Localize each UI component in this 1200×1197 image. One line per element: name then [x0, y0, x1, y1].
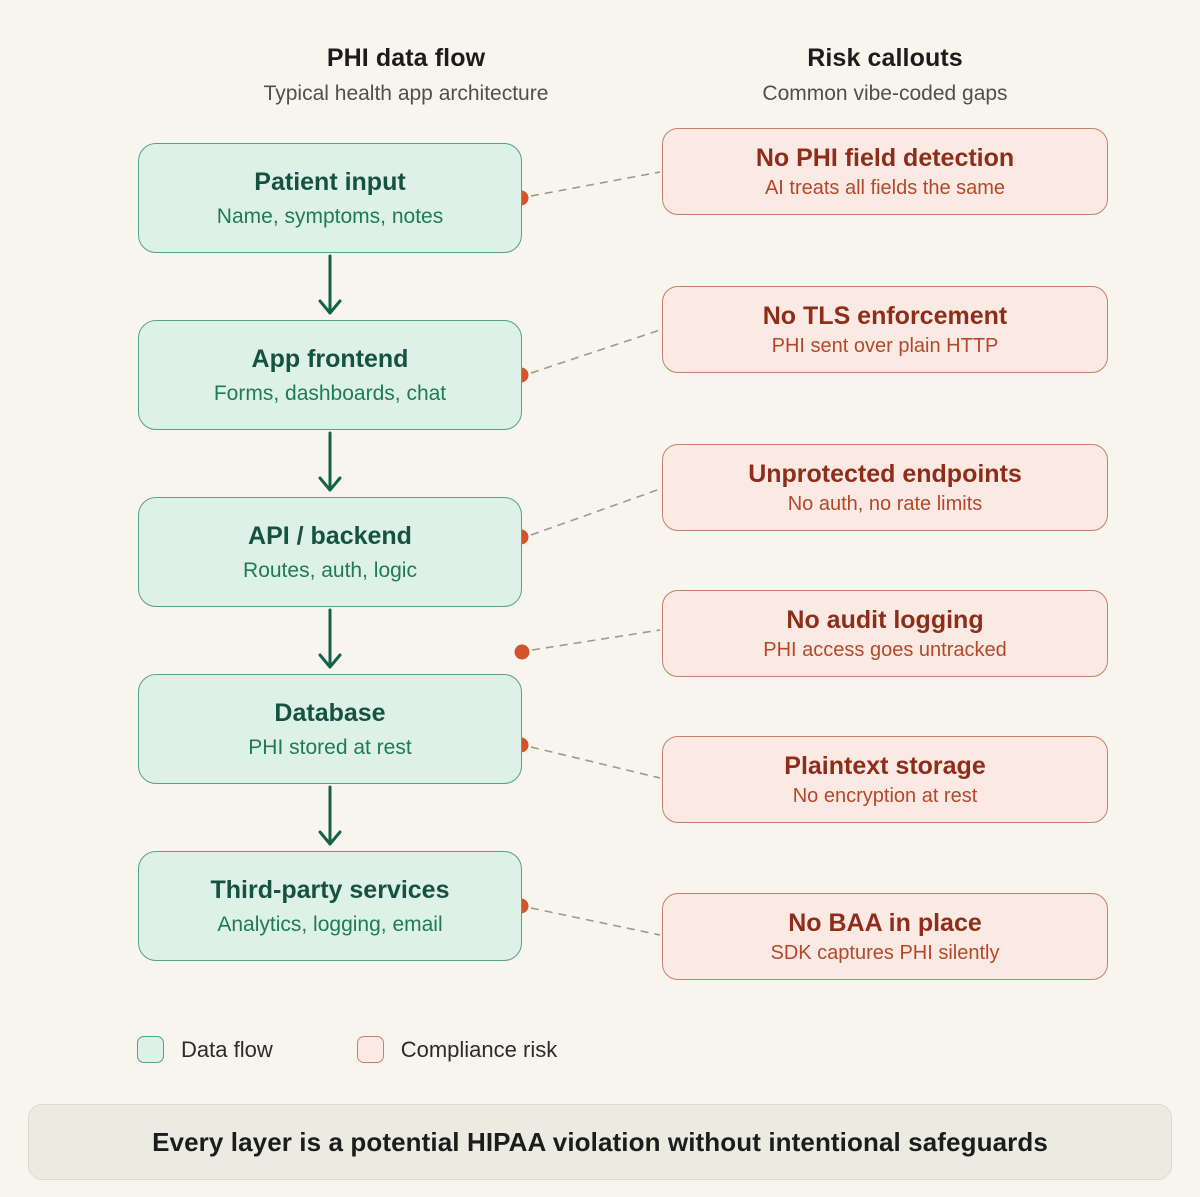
risk-callout-no-phi-field-detection [662, 128, 1108, 215]
flow-node-title: App frontend [251, 344, 409, 373]
legend-item-data-flow [137, 1036, 273, 1063]
footer-banner [28, 1104, 1172, 1180]
risk-callout-title: Unprotected endpoints [748, 459, 1022, 488]
flow-arrow-icon [320, 433, 340, 490]
connector-dashed-line [531, 330, 660, 373]
flow-node-subtitle: Analytics, logging, email [217, 912, 443, 936]
flow-node-title: Patient input [254, 167, 406, 196]
connector-dashed-line [531, 172, 660, 196]
risk-callout-no-baa-in-place [662, 893, 1108, 980]
risk-callout-title: Plaintext storage [784, 751, 986, 780]
risk-callout-title: No TLS enforcement [762, 301, 1008, 330]
flow-node-title: Database [274, 698, 386, 727]
risk-column-header [635, 42, 1135, 109]
risk-callout-no-tls-enforcement [662, 286, 1108, 373]
flow-node-app-frontend [138, 320, 522, 430]
risk-callout-subtitle: PHI access goes untracked [763, 638, 1007, 661]
flow-node-subtitle: Routes, auth, logic [243, 558, 417, 582]
connector-dot-icon [515, 645, 530, 660]
legend-risk-swatch-icon [357, 1036, 384, 1063]
risk-column-title: Risk callouts [807, 44, 963, 72]
flow-arrow-icon [320, 787, 340, 844]
risk-callout-subtitle: SDK captures PHI silently [770, 941, 1000, 964]
risk-column-subtitle: Common vibe-coded gaps [762, 82, 1008, 105]
flow-node-title: API / backend [248, 521, 412, 550]
legend-label: Compliance risk [400, 1036, 558, 1062]
connector-dashed-line [531, 747, 660, 778]
flow-node-subtitle: Name, symptoms, notes [216, 204, 444, 228]
legend-item-compliance-risk [357, 1036, 558, 1063]
flow-arrow-icon [320, 256, 340, 313]
flow-node-title: Third-party services [210, 875, 450, 904]
flow-node-patient-input [138, 143, 522, 253]
risk-callout-subtitle: PHI sent over plain HTTP [771, 334, 999, 357]
connector-dashed-line [531, 489, 660, 535]
connector-dashed-line [532, 630, 660, 650]
flow-column-title: PHI data flow [326, 44, 486, 72]
flow-column-header [106, 42, 706, 109]
risk-callout-subtitle: No encryption at rest [792, 784, 978, 807]
legend [137, 1036, 557, 1063]
flow-node-third-party-services [138, 851, 522, 961]
risk-callout-title: No PHI field detection [755, 143, 1015, 172]
connector-dashed-line [531, 908, 660, 935]
flow-column-subtitle: Typical health app architecture [263, 82, 549, 105]
legend-label: Data flow [181, 1036, 273, 1062]
risk-callout-subtitle: AI treats all fields the same [764, 176, 1006, 199]
risk-callout-subtitle: No auth, no rate limits [787, 492, 983, 515]
risk-callout-title: No audit logging [786, 605, 984, 634]
risk-callout-unprotected-endpoints [662, 444, 1108, 531]
flow-node-subtitle: PHI stored at rest [248, 735, 412, 759]
risk-callout-no-audit-logging [662, 590, 1108, 677]
risk-callout-plaintext-storage [662, 736, 1108, 823]
legend-flow-swatch-icon [137, 1036, 164, 1063]
flow-node-subtitle: Forms, dashboards, chat [213, 381, 447, 405]
risk-callout-title: No BAA in place [788, 908, 982, 937]
flow-arrow-icon [320, 610, 340, 667]
flow-node-api-backend [138, 497, 522, 607]
footer-text: Every layer is a potential HIPAA violation without intentional safeguards [152, 1126, 1048, 1157]
flow-node-database [138, 674, 522, 784]
